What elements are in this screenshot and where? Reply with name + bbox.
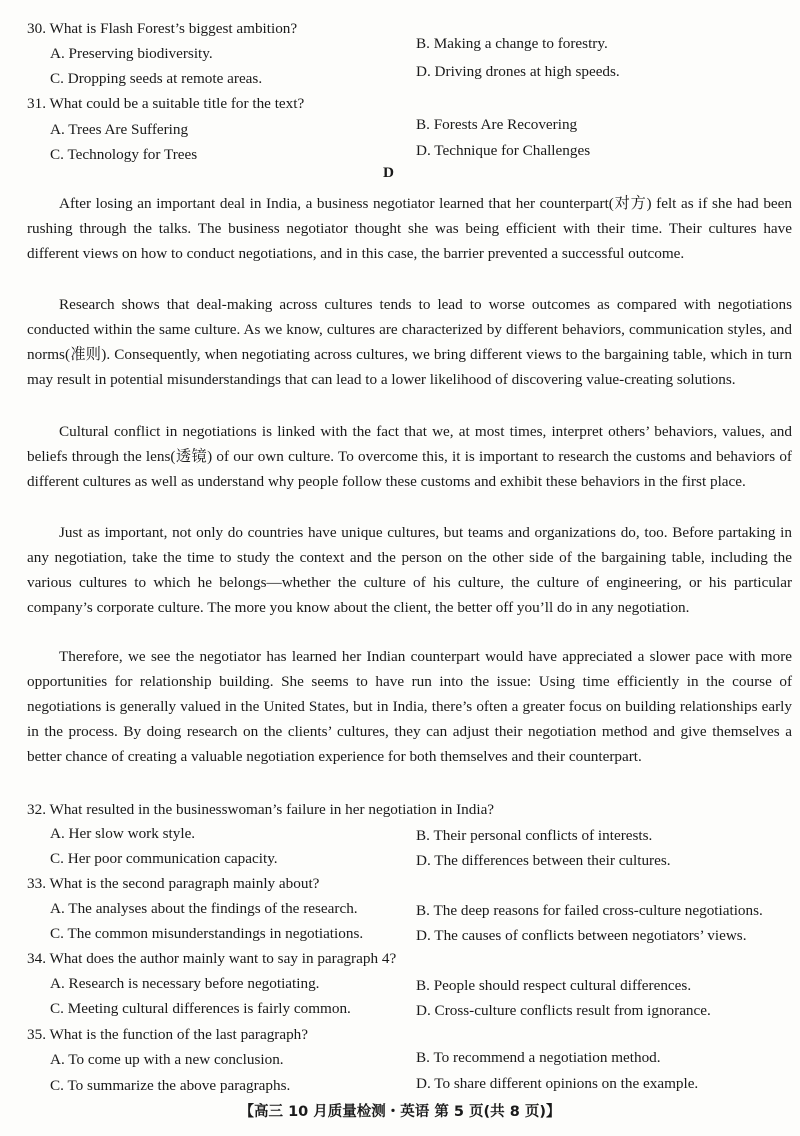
- question-34-stem: 34. What does the author mainly want to say in paragraph 4?: [27, 950, 397, 967]
- page-footer: 【高三 10 月质量检测・英语 第 5 页(共 8 页)】: [239, 1104, 561, 1120]
- question-32-option-a: A. Her slow work style.: [50, 825, 196, 842]
- question-32-stem: 32. What resulted in the businesswoman’s failure in her negotiation in India?: [27, 801, 495, 818]
- question-34-option-b: B. People should respect cultural differences.: [416, 977, 692, 994]
- question-31-stem: 31. What could be a suitable title for the text?: [27, 95, 305, 112]
- question-33-option-d: D. The causes of conflicts between negotiators’ views.: [416, 927, 747, 944]
- question-30-stem: 30. What is Flash Forest’s biggest ambition?: [27, 20, 298, 37]
- question-33-option-a: A. The analyses about the findings of the research.: [50, 900, 358, 917]
- passage-paragraph-2: Research shows that deal-making across cultures tends to lead to worse outcomes as compared with negotiations conducted within the same culture. As we know, cultures are characterized by different behaviors, communication styles, and norms(准则). Consequently, when negotiating across cultures, we bring different views to the bargaining table, which in turn may result in potential misunderstandings that can lead to a lower likelihood of discovering value-creating solutions.: [27, 296, 792, 388]
- passage-paragraph-1: After losing an important deal in India, a business negotiator learned that her counterpart(对方) felt as if she had been rushing through the talks. The business negotiator thought she was being efficient with their time. Their cultures have different views on how to conduct negotiations, and in this case, the barrier prevented a successful outcome.: [27, 195, 792, 262]
- passage-paragraph-4: Just as important, not only do countries have unique cultures, but teams and organizations do, too. Before partaking in any negotiation, take the time to study the context and the person on the other side of the bargaining table, including the various cultures to which he belongs—whether the culture of his culture, the culture of engineering, or his particular company’s corporate culture. The more you know about the client, the better off you’ll do in any negotiation.: [27, 524, 792, 616]
- question-30-option-b: B. Making a change to forestry.: [416, 35, 608, 52]
- passage-paragraph-5: Therefore, we see the negotiator has learned her Indian counterpart would have appreciated a slower pace with more opportunities for relationship building. She seems to have run into the issue: Using time efficiently in the course of negotiations is generally valued in the United States, but in India, there’s often a greater focus on building relationships early in the process. By doing research on the clients’ cultures, they can adjust their negotiation method and give themselves a better chance of creating a valuable negotiation experience for both themselves and their counterpart.: [27, 648, 792, 765]
- question-35-option-c: C. To summarize the above paragraphs.: [50, 1077, 291, 1094]
- question-34-option-d: D. Cross-culture conflicts result from ignorance.: [416, 1002, 711, 1019]
- question-31-option-d: D. Technique for Challenges: [416, 142, 591, 159]
- question-33-option-b: B. The deep reasons for failed cross-culture negotiations.: [416, 902, 763, 919]
- question-35-stem: 35. What is the function of the last paragraph?: [27, 1026, 309, 1043]
- question-32-option-c: C. Her poor communication capacity.: [50, 850, 278, 867]
- question-31-option-a: A. Trees Are Suffering: [50, 121, 189, 138]
- question-34-option-c: C. Meeting cultural differences is fairly common.: [50, 1000, 351, 1017]
- question-30-option-a: A. Preserving biodiversity.: [50, 45, 213, 62]
- question-35-option-d: D. To share different opinions on the example.: [416, 1075, 699, 1092]
- section-letter: D: [383, 164, 394, 181]
- question-32-option-d: D. The differences between their cultures.: [416, 852, 671, 869]
- question-35-option-a: A. To come up with a new conclusion.: [50, 1051, 284, 1068]
- question-35-option-b: B. To recommend a negotiation method.: [416, 1049, 661, 1066]
- question-33-stem: 33. What is the second paragraph mainly about?: [27, 875, 320, 892]
- question-33-option-c: C. The common misunderstandings in negotiations.: [50, 925, 364, 942]
- question-30-option-d: D. Driving drones at high speeds.: [416, 63, 620, 80]
- question-32-option-b: B. Their personal conflicts of interests.: [416, 827, 653, 844]
- passage-paragraph-3: Cultural conflict in negotiations is linked with the fact that we, at most times, interpret others’ behaviors, values, and beliefs through the lens(透镜) of our own culture. To overcome this, it is important to research the customs and behaviors of different cultures as well as understand why people follow these customs and exhibit these behaviors in the first place.: [27, 423, 792, 490]
- question-31-option-c: C. Technology for Trees: [50, 146, 198, 163]
- question-31-option-b: B. Forests Are Recovering: [416, 116, 578, 133]
- question-34-option-a: A. Research is necessary before negotiating.: [50, 975, 320, 992]
- question-30-option-c: C. Dropping seeds at remote areas.: [50, 70, 263, 87]
